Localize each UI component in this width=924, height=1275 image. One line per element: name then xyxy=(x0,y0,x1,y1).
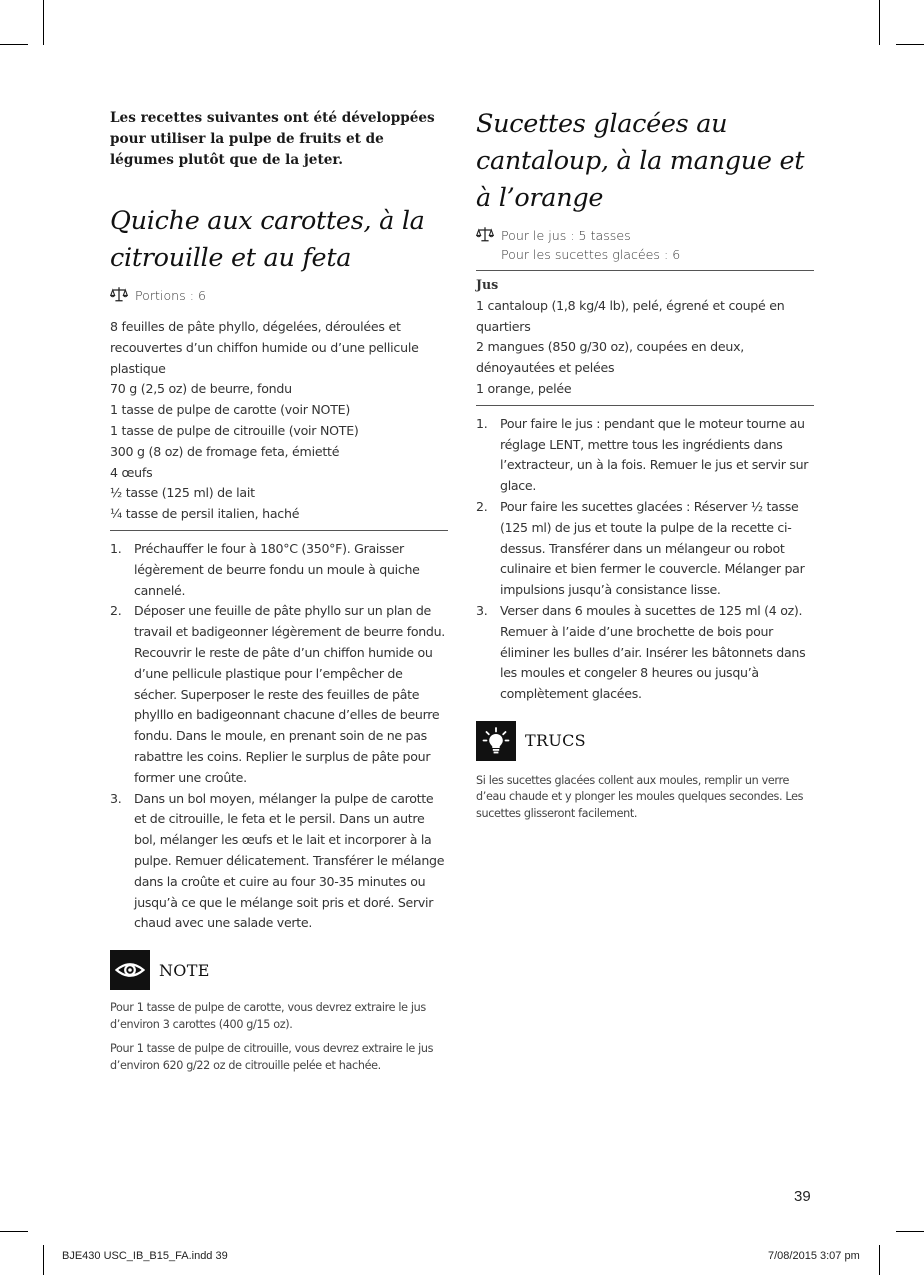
tips-header xyxy=(476,721,814,761)
ingredient-item: 1 tasse de pulpe de carotte (voir NOTE) xyxy=(110,402,351,418)
note-label: NOTE xyxy=(159,960,210,980)
ingredient-item: 2 mangues (850 g/30 oz), coupées en deux, dénoyautées et pelées xyxy=(476,339,745,376)
ingredient-item: 1 cantaloup (1,8 kg/4 lb), pelé, égrené et coupé en quartiers xyxy=(476,297,785,334)
crop-mark xyxy=(0,1231,28,1232)
step-text: Pour faire les sucettes glacées : Réserver ½ tasse (125 ml) de jus et toute la pulpe de la recette ci-dessus. Transférer dans un mélangeur ou robot culinaire et bien fermer le couvercle. Mélanger par impulsions jusqu’à consistance lisse. xyxy=(500,498,805,598)
recipe1-servings xyxy=(110,286,448,305)
crop-mark xyxy=(0,44,28,45)
recipe2-ingredients xyxy=(476,275,814,400)
tips-label: TRUCS xyxy=(525,731,586,751)
crop-mark xyxy=(43,1245,44,1275)
recipe2-servings-juice: Pour le jus : 5 tasses xyxy=(501,228,631,243)
step-text: Pour faire le jus : pendant que le moteur tourne au réglage LENT, mettre tous les ingrédients dans l’extracteur, un à la fois. Remuer le jus et servir sur glace. xyxy=(500,415,809,494)
ingredients-heading: Jus xyxy=(476,277,499,292)
note-paragraph: Pour 1 tasse de pulpe de carotte, vous devrez extraire le jus d’environ 3 carottes (400 g/15 oz). xyxy=(110,1001,426,1031)
step-item xyxy=(110,601,448,788)
ingredient-item: 70 g (2,5 oz) de beurre, fondu xyxy=(110,381,292,397)
step-item xyxy=(476,414,814,497)
recipe2-servings xyxy=(476,226,814,264)
intro-text: Les recettes suivantes ont été développées pour utiliser la pulpe de fruits et de légumes plutôt que de la jeter. xyxy=(110,110,435,168)
step-number: 1. xyxy=(476,415,488,431)
recipe1-ingredients xyxy=(110,317,448,525)
page-number: 39 xyxy=(794,1188,811,1205)
step-text: Préchauffer le four à 180°C (350°F). Graisser légèrement de beurre fondu un moule à quiche cannelé. xyxy=(134,540,420,598)
step-item xyxy=(110,539,448,601)
ingredient-item: 1 orange, pelée xyxy=(476,380,572,396)
ingredient-item: 8 feuilles de pâte phyllo, dégelées, déroulées et recouvertes d’un chiffon humide ou d’une pellicule plastique xyxy=(110,319,419,376)
ingredient-item: 4 œufs xyxy=(110,464,153,480)
ingredient-item: 1 tasse de pulpe de citrouille (voir NOTE) xyxy=(110,422,359,438)
crop-mark xyxy=(896,1231,924,1232)
slug-file-name: BJE430 USC_IB_B15_FA.indd 39 xyxy=(62,1250,228,1262)
scale-icon xyxy=(476,226,494,243)
ingredient-item: 300 g (8 oz) de fromage feta, émietté xyxy=(110,443,340,459)
step-text: Verser dans 6 moules à sucettes de 125 ml (4 oz). Remuer à l’aide d’une brochette de bois pour éliminer les bulles d’air. Insérer les bâtonnets dans les moules et congeler 8 heures ou jusqu’à complètement glacées. xyxy=(500,602,806,702)
crop-mark xyxy=(879,1245,880,1275)
note-header xyxy=(110,950,448,990)
step-number: 1. xyxy=(110,540,122,556)
step-item xyxy=(476,601,814,705)
step-number: 3. xyxy=(110,790,122,806)
step-number: 2. xyxy=(110,603,122,619)
crop-mark xyxy=(879,0,880,45)
step-number: 2. xyxy=(476,498,488,514)
right-column xyxy=(476,108,814,822)
divider xyxy=(476,405,814,406)
eye-icon xyxy=(110,950,150,990)
divider xyxy=(476,270,814,271)
step-number: 3. xyxy=(476,602,488,618)
step-text: Dans un bol moyen, mélanger la pulpe de carotte et de citrouille, le feta et le persil. Dans un autre bol, mélanger les œufs et le lait et incorporer à la pulpe. Remuer délicatement. Transférer le mélange dans la croûte et cuire au four 30-35 minutes ou jusqu’à ce que le mélange soit pris et doré. Servir chaud avec une salade verte. xyxy=(134,790,445,931)
recipe2-steps xyxy=(476,414,814,705)
crop-mark xyxy=(43,0,44,45)
scale-icon xyxy=(110,286,128,303)
note-paragraph: Pour 1 tasse de pulpe de citrouille, vous devrez extraire le jus d’environ 620 g/22 oz de citrouille pelée et hachée. xyxy=(110,1042,434,1072)
slug-timestamp: 7/08/2015 3:07 pm xyxy=(768,1250,860,1262)
ingredient-item: ¼ tasse de persil italien, haché xyxy=(110,506,300,522)
recipe2-servings-popsicles: Pour les sucettes glacées : 6 xyxy=(501,247,681,262)
tips-text: Si les sucettes glacées collent aux moules, remplir un verre d’eau chaude et y plonger les moules quelques secondes. Les sucettes glisseront facilement. xyxy=(476,773,804,820)
lightbulb-icon xyxy=(476,721,516,761)
left-column xyxy=(110,108,448,1074)
ingredient-item: ½ tasse (125 ml) de lait xyxy=(110,485,255,501)
recipe1-servings-text: Portions : 6 xyxy=(135,288,206,303)
recipe1-title: Quiche aux carottes, à la citrouille et au feta xyxy=(110,206,425,273)
step-item xyxy=(476,497,814,601)
recipe2-title: Sucettes glacées au cantaloup, à la mangue et à l’orange xyxy=(476,109,805,213)
step-text: Déposer une feuille de pâte phyllo sur un plan de travail et badigeonner légèrement de beurre fondu. Recouvrir le reste de pâte d’un chiffon humide ou d’une pellicule plastique pour l’empêcher de sécher. Superposer le reste des feuilles de pâte phylllo en badigeonnant chacune d’elles de beurre fondu. Dans le moule, en prenant soin de ne pas rabattre les coins. Replier le surplus de pâte pour former une croûte. xyxy=(134,603,445,785)
divider xyxy=(110,530,448,531)
recipe1-steps xyxy=(110,539,448,934)
crop-mark xyxy=(896,44,924,45)
step-item xyxy=(110,789,448,935)
